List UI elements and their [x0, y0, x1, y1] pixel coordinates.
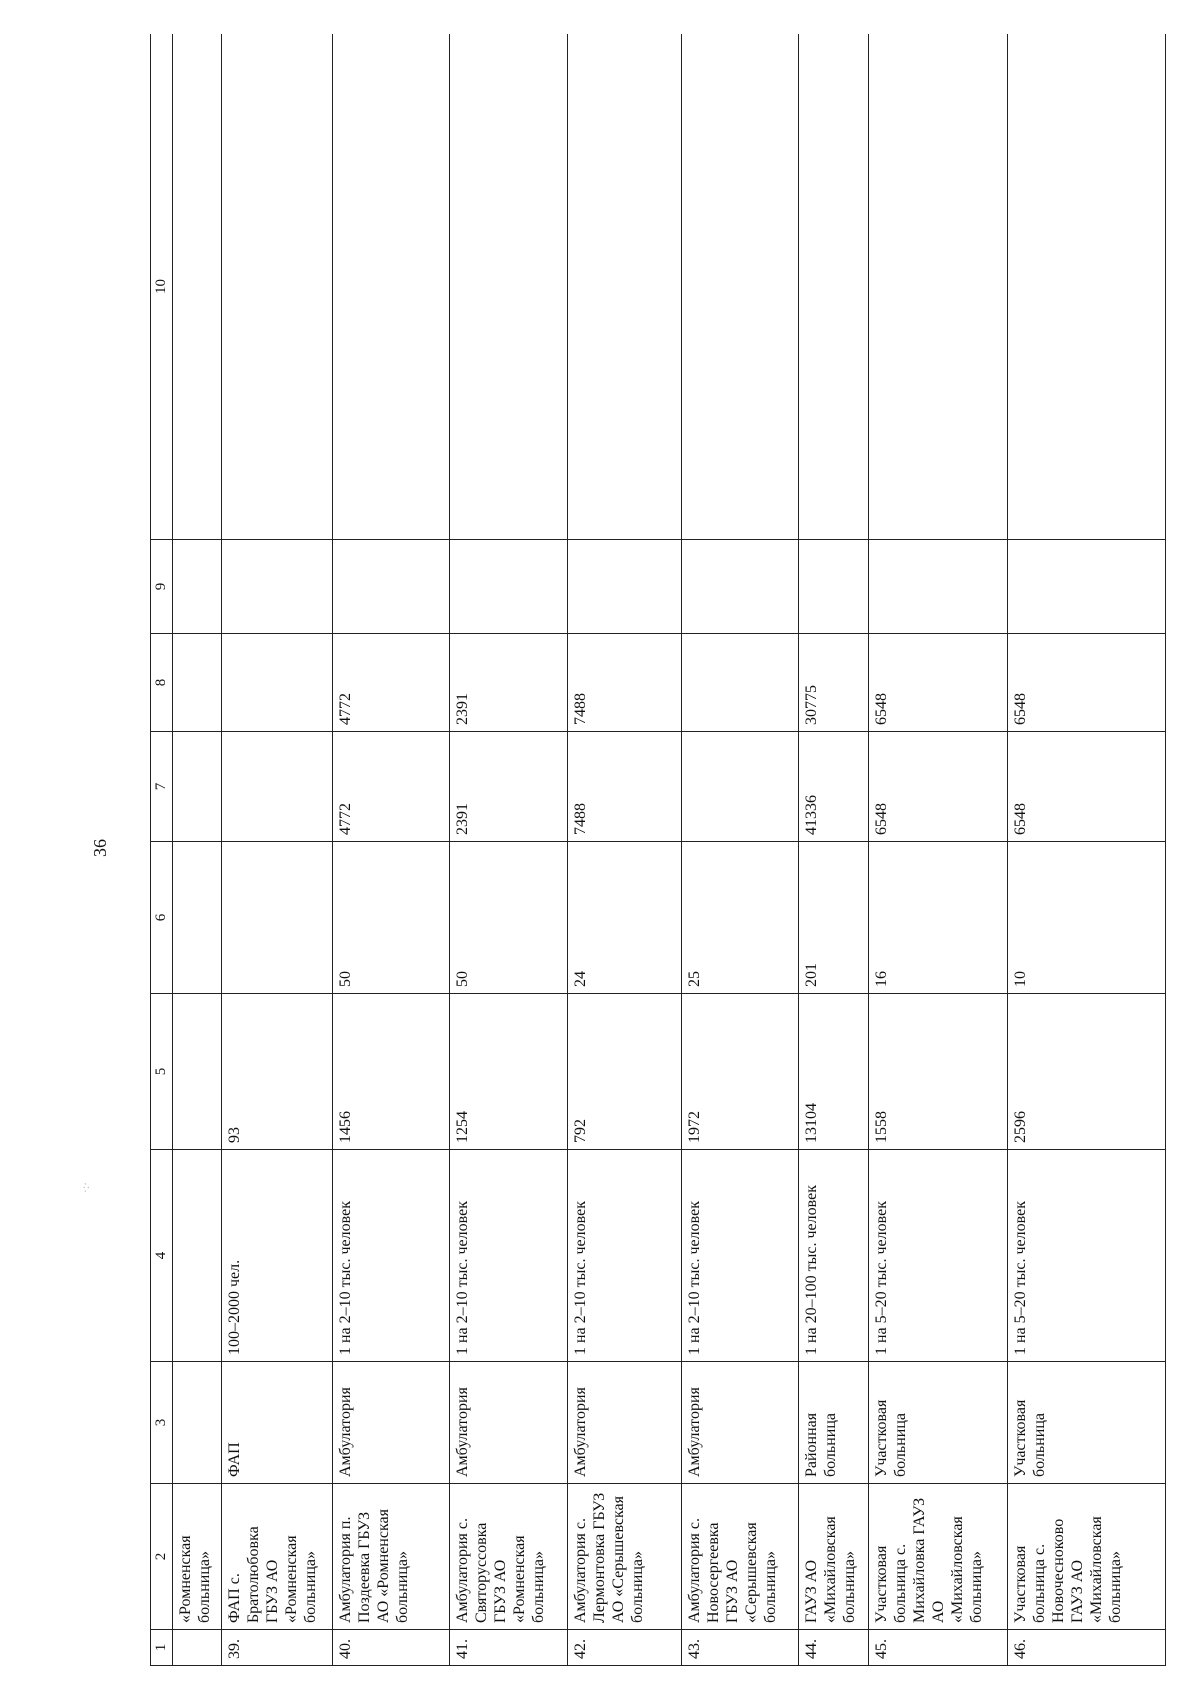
value-cell-9	[1008, 540, 1166, 634]
table-row	[567, 34, 681, 1666]
page-number: 36	[90, 839, 110, 857]
facility-name-cell: Амбулатория п. Поздеевка ГБУЗ АО «Ромненская больница»	[332, 1484, 449, 1630]
table-cell	[173, 732, 222, 842]
column-number: 4	[151, 1150, 173, 1362]
table-row	[799, 34, 869, 1666]
table-row	[221, 34, 332, 1666]
facility-type-cell: Амбулатория	[567, 1362, 681, 1484]
table-cell	[173, 1630, 222, 1666]
value-cell-8: 30775	[799, 634, 869, 732]
norm-cell: 1 на 2–10 тыс. человек	[567, 1150, 681, 1362]
row-number-cell: 39.	[221, 1630, 332, 1666]
value-cell-7: 6548	[869, 732, 1008, 842]
row-number-cell: 44.	[799, 1630, 869, 1666]
table-cell	[173, 540, 222, 634]
facilities-table	[150, 34, 1166, 1666]
row-number-cell: 45.	[869, 1630, 1008, 1666]
facility-name-cell: Амбулатория с. Лермонтовка ГБУЗ АО «Серышевская больница»	[567, 1484, 681, 1630]
facility-name-cell: ГАУЗ АО «Михайловская больница»	[799, 1484, 869, 1630]
value-cell-10	[332, 34, 449, 540]
value-cell-6: 10	[1008, 842, 1166, 994]
column-number: 1	[151, 1630, 173, 1666]
value-cell-5: 1972	[681, 994, 798, 1150]
value-cell-8: 4772	[332, 634, 449, 732]
value-cell-7: 41336	[799, 732, 869, 842]
row-number-cell: 42.	[567, 1630, 681, 1666]
norm-cell: 1 на 2–10 тыс. человек	[681, 1150, 798, 1362]
row-number-cell: 40.	[332, 1630, 449, 1666]
value-cell-7	[221, 732, 332, 842]
value-cell-10	[1008, 34, 1166, 540]
table-cell	[173, 994, 222, 1150]
value-cell-7: 6548	[1008, 732, 1166, 842]
document-sheet	[150, 34, 1166, 1666]
value-cell-7: 7488	[567, 732, 681, 842]
value-cell-5: 13104	[799, 994, 869, 1150]
facility-type-cell: Участковая больница	[1008, 1362, 1166, 1484]
table-cell	[173, 1362, 222, 1484]
table-row	[869, 34, 1008, 1666]
facility-type-cell: ФАП	[221, 1362, 332, 1484]
value-cell-5: 1254	[450, 994, 567, 1150]
column-number: 8	[151, 634, 173, 732]
column-number: 7	[151, 732, 173, 842]
scan-artifact: ·:·	[78, 1181, 93, 1194]
facility-type-cell: Районная больница	[799, 1362, 869, 1484]
column-number: 6	[151, 842, 173, 994]
value-cell-9	[221, 540, 332, 634]
value-cell-10	[567, 34, 681, 540]
value-cell-10	[221, 34, 332, 540]
rotated-table-container	[150, 34, 1166, 1666]
value-cell-5: 2596	[1008, 994, 1166, 1150]
facility-type-cell: Амбулатория	[450, 1362, 567, 1484]
value-cell-9	[332, 540, 449, 634]
value-cell-9	[450, 540, 567, 634]
value-cell-5: 792	[567, 994, 681, 1150]
column-number: 3	[151, 1362, 173, 1484]
column-number: 9	[151, 540, 173, 634]
facility-type-cell: Участковая больница	[869, 1362, 1008, 1484]
value-cell-6: 16	[869, 842, 1008, 994]
value-cell-9	[681, 540, 798, 634]
norm-cell: 1 на 5–20 тыс. человек	[869, 1150, 1008, 1362]
facility-type-cell: Амбулатория	[681, 1362, 798, 1484]
value-cell-9	[869, 540, 1008, 634]
value-cell-5: 1456	[332, 994, 449, 1150]
table-row	[450, 34, 567, 1666]
table-row	[681, 34, 798, 1666]
column-number: 10	[151, 34, 173, 540]
value-cell-8	[681, 634, 798, 732]
table-cell	[173, 842, 222, 994]
value-cell-5: 1558	[869, 994, 1008, 1150]
table-cell	[173, 634, 222, 732]
facility-name-cell: Амбулатория с. Новосергеевка ГБУЗ АО «Серышевская больница»	[681, 1484, 798, 1630]
facility-name-cell: ФАП с. Братолюбовка ГБУЗ АО «Ромненская больница»	[221, 1484, 332, 1630]
table-row-continuation	[173, 34, 222, 1666]
table-row	[1008, 34, 1166, 1666]
value-cell-7: 2391	[450, 732, 567, 842]
table-cell	[173, 1150, 222, 1362]
row-number-cell: 41.	[450, 1630, 567, 1666]
value-cell-7	[681, 732, 798, 842]
facility-name-cell: Амбулатория с. Святоруссовка ГБУЗ АО «Ромненская больница»	[450, 1484, 567, 1630]
facility-name-cell: Участковая больница с. Михайловка ГАУЗ АО «Михайловская больница»	[869, 1484, 1008, 1630]
facility-type-cell: Амбулатория	[332, 1362, 449, 1484]
table-row	[332, 34, 449, 1666]
column-number-row	[151, 34, 173, 1666]
column-number: 5	[151, 994, 173, 1150]
value-cell-5: 93	[221, 994, 332, 1150]
norm-cell: 1 на 20–100 тыс. человек	[799, 1150, 869, 1362]
value-cell-6: 24	[567, 842, 681, 994]
value-cell-7: 4772	[332, 732, 449, 842]
norm-cell: 1 на 5–20 тыс. человек	[1008, 1150, 1166, 1362]
norm-cell: 1 на 2–10 тыс. человек	[450, 1150, 567, 1362]
value-cell-6	[221, 842, 332, 994]
value-cell-6: 50	[450, 842, 567, 994]
value-cell-8	[221, 634, 332, 732]
value-cell-10	[869, 34, 1008, 540]
value-cell-8: 7488	[567, 634, 681, 732]
value-cell-8: 2391	[450, 634, 567, 732]
norm-cell: 100–2000 чел.	[221, 1150, 332, 1362]
value-cell-8: 6548	[869, 634, 1008, 732]
value-cell-10	[681, 34, 798, 540]
value-cell-6: 50	[332, 842, 449, 994]
value-cell-6: 201	[799, 842, 869, 994]
row-number-cell: 43.	[681, 1630, 798, 1666]
value-cell-10	[799, 34, 869, 540]
value-cell-9	[799, 540, 869, 634]
row-number-cell: 46.	[1008, 1630, 1166, 1666]
value-cell-10	[450, 34, 567, 540]
value-cell-8: 6548	[1008, 634, 1166, 732]
value-cell-9	[567, 540, 681, 634]
facility-name-cell: Участковая больница с. Новочесноково ГАУЗ АО «Михайловская больница»	[1008, 1484, 1166, 1630]
norm-cell: 1 на 2–10 тыс. человек	[332, 1150, 449, 1362]
facility-name-cell: «Ромненская больница»	[173, 1484, 222, 1630]
column-number: 2	[151, 1484, 173, 1630]
table-cell	[173, 34, 222, 540]
value-cell-6: 25	[681, 842, 798, 994]
